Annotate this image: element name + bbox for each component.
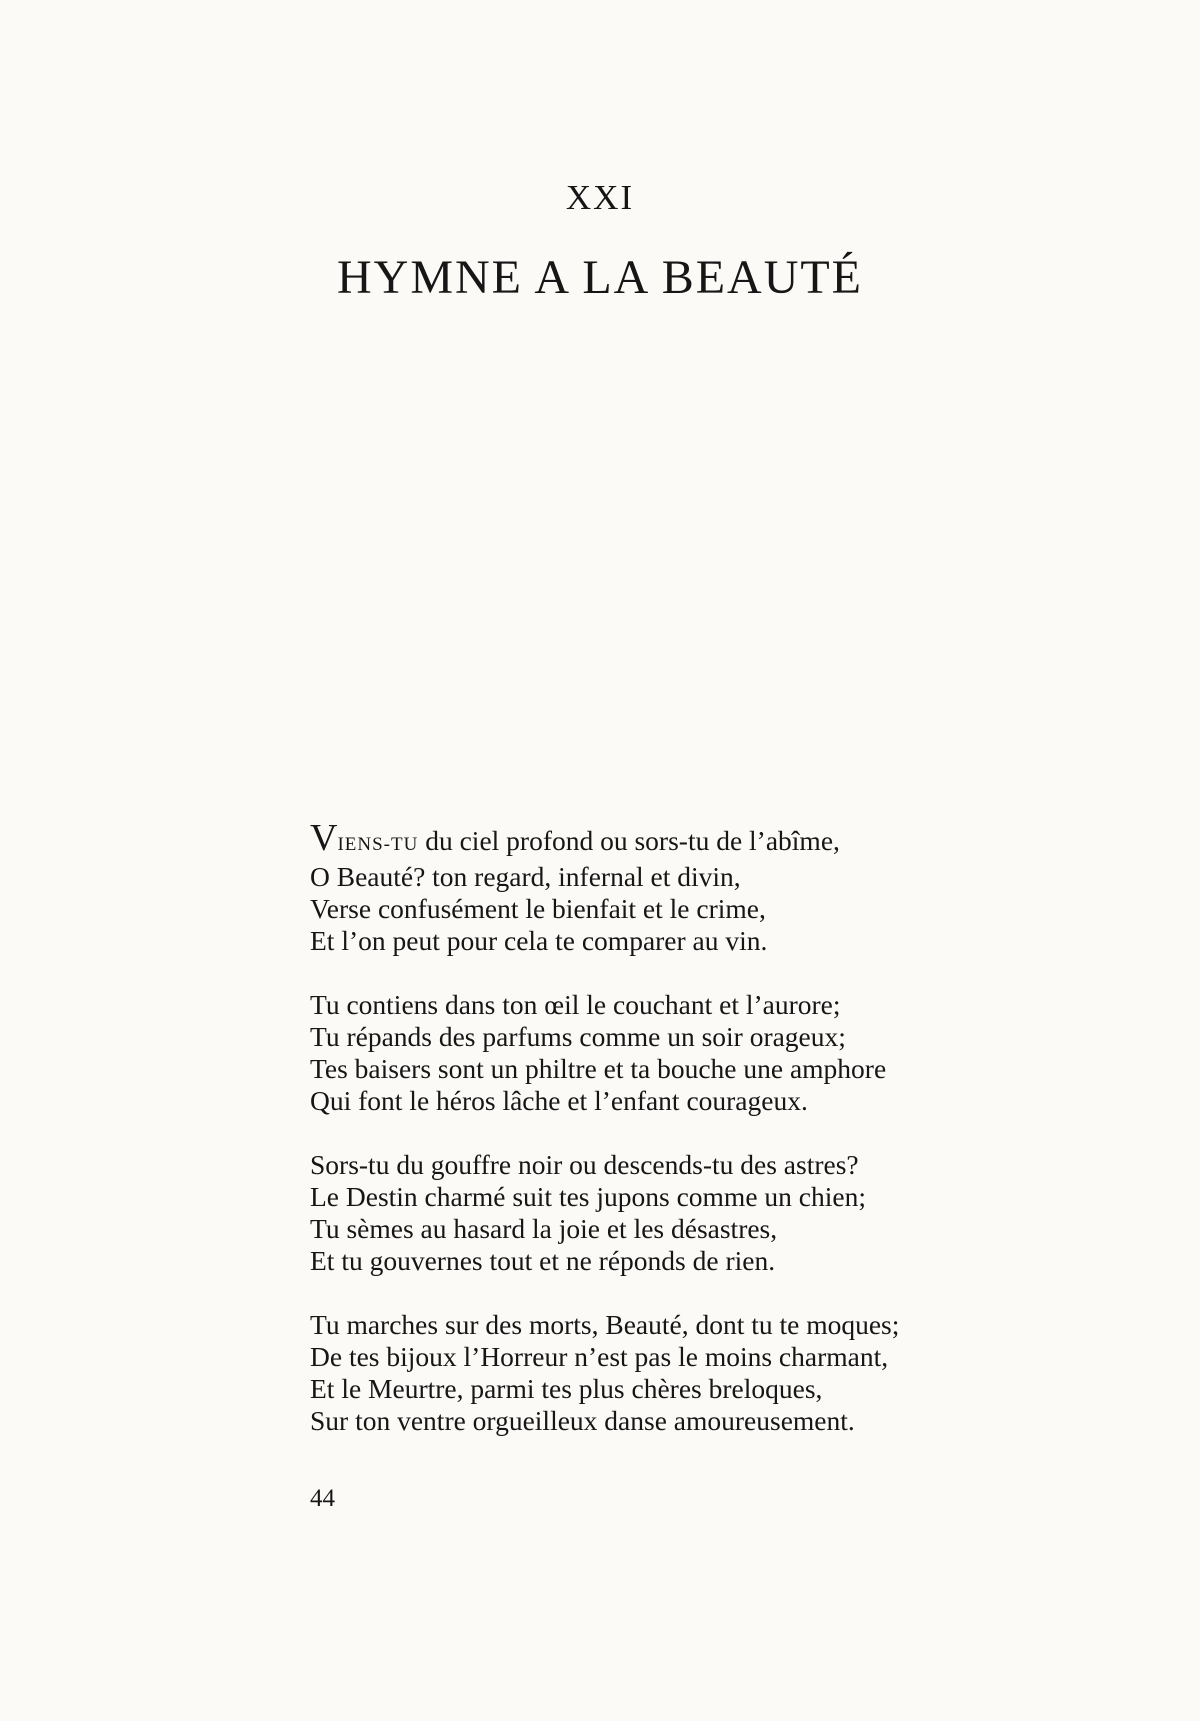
poem-line: Et tu gouvernes tout et ne réponds de rien. xyxy=(310,1245,776,1276)
poem-line: Sors-tu du gouffre noir ou descends-tu des astres? xyxy=(310,1149,859,1180)
poem-line: Sur ton ventre orgueilleux danse amoureusement. xyxy=(310,1405,855,1436)
poem-line: Et l’on peut pour cela te comparer au vin. xyxy=(310,925,768,956)
poem-line: Tu marches sur des morts, Beauté, dont tu te moques; xyxy=(310,1309,900,1340)
chapter-numeral: XXI xyxy=(565,178,635,217)
poem-line: Tes baisers sont un philtre et ta bouche une amphore xyxy=(310,1053,887,1084)
stanza-2 xyxy=(310,989,1070,1117)
stanza-1 xyxy=(310,817,1070,957)
poem-title: HYMNE A LA BEAUTÉ xyxy=(337,251,863,304)
opening-small-caps: IENS-TU xyxy=(337,834,419,855)
poem-line: O Beauté? ton regard, infernal et divin, xyxy=(310,861,741,892)
poem-line: Tu sèmes au hasard la joie et les désastres, xyxy=(310,1213,778,1244)
poem-line-opening xyxy=(310,817,1070,861)
poem-line: Qui font le héros lâche et l’enfant courageux. xyxy=(310,1085,808,1116)
poem-line: Tu contiens dans ton œil le couchant et l’aurore; xyxy=(310,989,841,1020)
stanza-4 xyxy=(310,1309,1070,1437)
page-number: 44 xyxy=(310,1485,335,1512)
poem-body xyxy=(310,817,1070,1469)
poem-line: Tu répands des parfums comme un soir orageux; xyxy=(310,1021,846,1052)
stanza-3 xyxy=(310,1149,1070,1277)
poem-line: Le Destin charmé suit tes jupons comme un chien; xyxy=(310,1181,866,1212)
poem-line: Et le Meurtre, parmi tes plus chères breloques, xyxy=(310,1373,823,1404)
poem-line: Verse confusément le bienfait et le crime, xyxy=(310,893,766,924)
poem-line: De tes bijoux l’Horreur n’est pas le moins charmant, xyxy=(310,1341,889,1372)
drop-cap: V xyxy=(310,817,338,859)
opening-line-rest: du ciel profond ou sors-tu de l’abîme, xyxy=(418,825,840,856)
